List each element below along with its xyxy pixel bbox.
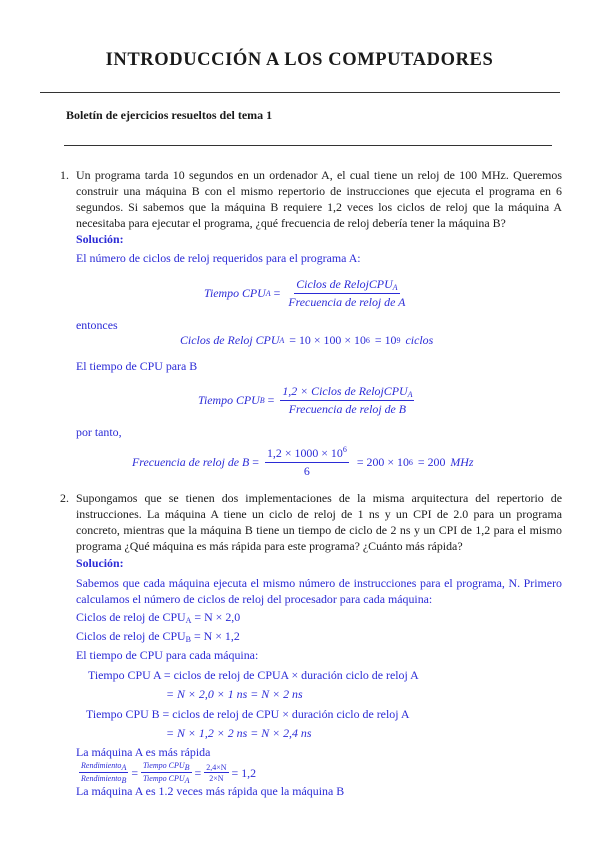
problem-1-line-2: entonces (76, 318, 118, 332)
problem-2-statement (60, 490, 562, 554)
problem-1-number: 1. (60, 168, 69, 182)
problem-2-line-4: La máquina A es 1.2 veces más rápida que la máquina B (76, 784, 345, 798)
problem-1-equation-3: Tiempo CPU B = $\frac{1,2 \times Ciclos de RelojCPU_A}{\text{Frecuencia de reloj de B}}$ (198, 384, 413, 416)
problem-2-time-b-line-2: = N × 1,2 × 2 ns = N × 2,4 ns (166, 726, 312, 740)
problem-1-line-4: por tanto, (76, 425, 122, 439)
problem-1-line-3: El tiempo de CPU para B (76, 359, 198, 373)
page-subtitle: Boletín de ejercicios resueltos del tema 1 (66, 108, 273, 122)
problem-2-time-a-line-2: = N × 2,0 × 1 ns = N × 2 ns (166, 687, 303, 701)
problem-1-equation-4: Frecuencia de reloj de B = $\frac{1,2 \times 1000 \times 10^6}{6}$ = 200 × 10 6 = 200 MHz (132, 445, 474, 478)
subtitle-rule (64, 145, 552, 146)
problem-2-cycles-a: Ciclos de reloj de $CPU_A = N \times 2,0$ (76, 610, 241, 625)
problem-1-statement (60, 167, 562, 231)
title-rule (40, 92, 560, 93)
problem-1-equation-1-fraction: $\frac{Ciclos de RelojCPU_A}{\text{Frecuencia de reloj de A}}$ (288, 277, 406, 309)
page-title: INTRODUCCIÓN A LOS COMPUTADORES (105, 50, 494, 70)
problem-2-line-1: Sabemos que cada máquina ejecuta el mismo número de instrucciones para el programa, N. Primero calculamos el número de ciclos de reloj del procesador para cada máquina: (76, 576, 562, 606)
problem-1-solution-label: Solución: (76, 232, 124, 246)
problem-2-ratio-equation: $\frac{Rendimiento_A}{Rendimiento_B}$ = $\frac{Tiempo CPU_B}{Tiempo CPU_A}$ = $\frac{2,4\times N}{2\times N}$ = 1,2 (81, 761, 257, 785)
problem-2-time-a-line-1: Tiempo CPU A = ciclos de reloj de CPUA × duración ciclo de reloj A (88, 668, 419, 682)
problem-1-text: Un programa tarda 10 segundos en un ordenador A, el cual tiene un reloj de 100 MHz. Queremos construir una máquina B con el mismo repertorio de instrucciones que ejecuta el programa en 6 segundos. Si sabemos que la máquina B requiere 1,2 veces los ciclos de reloj que la máquina A necesitaba para ejecutar el programa, ¿qué frecuencia de reloj debería tener la máquina B? (76, 168, 562, 230)
problem-1-equation-4-fraction: $\frac{1,2 \times 1000 \times 10^6}{6}$ (266, 445, 347, 478)
problem-2-number: 2. (60, 491, 69, 505)
problem-1-equation-3-fraction: $\frac{1,2 \times Ciclos de RelojCPU_A}{\text{Frecuencia de reloj de B}}$ (282, 384, 413, 416)
problem-2-line-3: La máquina A es más rápida (76, 745, 211, 759)
problem-1-equation-1: Tiempo CPU A = $\frac{Ciclos de RelojCPU_A}{\text{Frecuencia de reloj de A}}$ (204, 277, 406, 309)
problem-1-equation-2: Ciclos de Reloj CPU A = 10 × 100 × 10 6 = 10 9 ciclos (180, 333, 434, 347)
problem-2-solution-label: Solución: (76, 556, 124, 570)
problem-2-line-2: El tiempo de CPU para cada máquina: (76, 648, 259, 662)
problem-2-text: Supongamos que se tienen dos implementaciones de la misma arquitectura del repertorio de instrucciones. La máquina A tiene un ciclo de reloj de 1 ns y un CPI de 2.0 para un programa concreto, mientras que la máquina B tiene un tiempo de ciclo de 2 ns y un CPI de 1,2 para el mismo programa ¿Qué máquina es más rápida para este programa? ¿Cuánto más rápida? (76, 491, 562, 553)
problem-1-line-1: El número de ciclos de reloj requeridos para el programa A: (76, 251, 361, 265)
problem-2-cycles-b: Ciclos de reloj de $CPU_B = N \times 1,2$ (76, 629, 240, 644)
problem-2-time-b-line-1: Tiempo CPU B = ciclos de reloj de CPU × duración ciclo de reloj A (86, 707, 410, 721)
